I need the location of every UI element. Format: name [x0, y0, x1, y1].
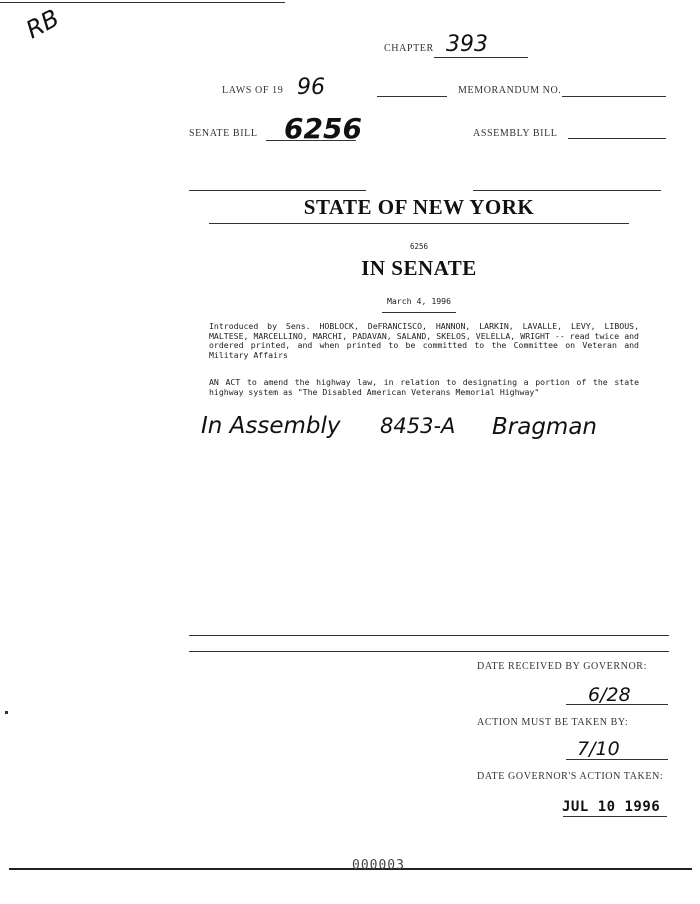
date-rule [382, 312, 456, 313]
bill-number: 6256 [409, 242, 429, 251]
state-title-rule [209, 223, 629, 224]
action-taken-underline [563, 816, 667, 817]
margin-speck [5, 711, 8, 714]
lower-divider-1 [189, 635, 669, 636]
chapter-underline [434, 57, 528, 58]
memorandum-label: MEMORANDUM NO. [458, 85, 562, 96]
action-by-value: 7/10 [577, 738, 620, 760]
laws-year: 96 [297, 75, 325, 100]
handwritten-assembly-number: 8453-A [380, 414, 456, 438]
top-edge-line [0, 2, 285, 3]
action-by-underline [566, 759, 668, 760]
lower-divider-2 [189, 651, 669, 652]
memorandum-underline [562, 96, 666, 97]
senate-bill-label: SENATE BILL [189, 128, 258, 139]
action-taken-label: DATE GOVERNOR'S ACTION TAKEN: [477, 771, 664, 782]
chamber-heading: IN SENATE [361, 256, 477, 280]
date-received-value: 6/28 [588, 684, 631, 706]
action-by-label: ACTION MUST BE TAKEN BY: [477, 717, 629, 728]
laws-label: LAWS OF 19 [222, 85, 284, 96]
handwritten-in-assembly: In Assembly [201, 413, 341, 439]
date-received-underline [566, 704, 668, 705]
page-number: 000003 [352, 858, 405, 873]
handwritten-sponsor: Bragman [492, 414, 598, 440]
divider-right [473, 190, 661, 191]
handwritten-initials: RB [21, 3, 64, 45]
bill-date: March 4, 1996 [386, 296, 452, 306]
date-received-label: DATE RECEIVED BY GOVERNOR: [477, 661, 647, 672]
assembly-bill-underline [568, 138, 666, 139]
senate-bill-underline [266, 140, 356, 141]
bottom-rule [9, 868, 692, 870]
blank-underline [377, 96, 447, 97]
assembly-bill-label: ASSEMBLY BILL [473, 128, 558, 139]
chapter-number: 393 [446, 32, 488, 57]
chapter-label: CHAPTER [384, 43, 434, 54]
state-title: STATE OF NEW YORK [303, 195, 535, 219]
act-paragraph: AN ACT to amend the highway law, in relation to designating a portion of the state highway system as "The Disabled American Veterans Memorial Highway" [209, 377, 639, 397]
senate-bill-number: 6256 [284, 112, 362, 145]
divider-left [189, 190, 366, 191]
action-taken-stamp: JUL 10 1996 [562, 799, 661, 815]
introduction-paragraph: Introduced by Sens. HOBLOCK, DeFRANCISCO, HANNON, LARKIN, LAVALLE, LEVY, LIBOUS, MALTESE, MARCELLINO, MARCHI, PADAVAN, SALAND, SKELOS, VELELLA, WRIGHT -- read twice and ordered printed, and when printed to be committed to the Committee on Veteran and Military Affairs [209, 321, 639, 360]
